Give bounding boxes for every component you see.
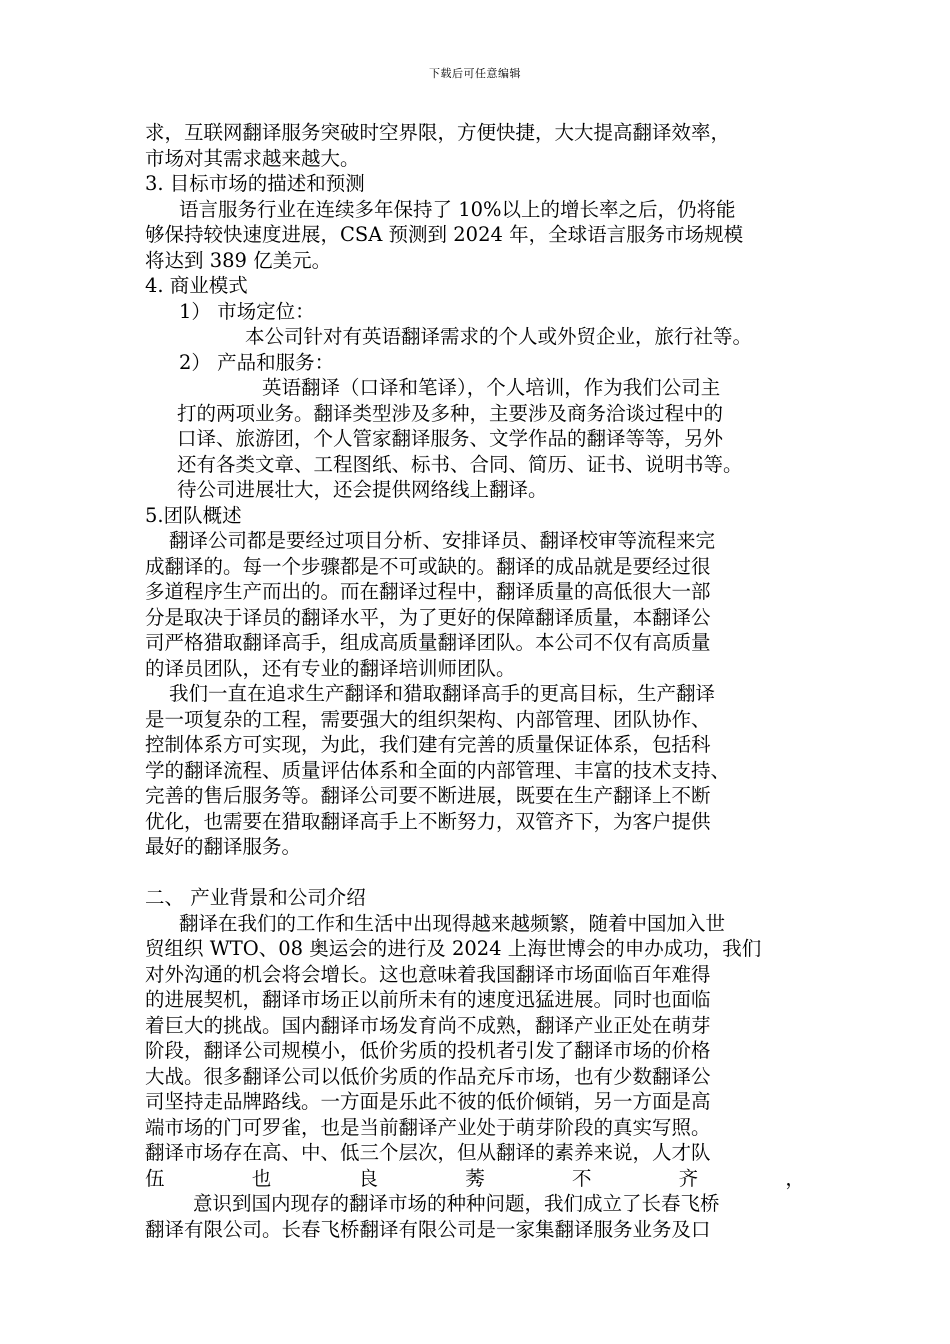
justified-char: ， <box>785 1166 805 1190</box>
text-line: 5.团队概述 <box>145 503 242 527</box>
justified-text-line <box>145 1166 805 1192</box>
text-line: 意识到国内现存的翻译市场的种种问题，我们成立了长春飞桥 <box>193 1192 720 1215</box>
text-line: 还有各类文章、工程图纸、标书、合同、简历、证书、说明书等。 <box>177 452 743 476</box>
text-line: 完善的售后服务等。翻译公司要不断进展，既要在生产翻译上不断 <box>145 784 711 807</box>
blank-line <box>145 860 810 886</box>
text-line: 我们一直在追求生产翻译和猎取翻译高手的更高目标，生产翻译 <box>169 682 716 705</box>
page-header: 下载后可任意编辑 <box>429 67 521 80</box>
text-line: 2） 产品和服务： <box>179 350 335 374</box>
text-line: 口译、旅游团，个人管家翻译服务、文学作品的翻译等等，另外 <box>177 427 724 450</box>
justified-char: 良 <box>358 1166 378 1190</box>
text-line: 优化，也需要在猎取翻译高手上不断努力，双管齐下，为客户提供 <box>145 809 711 833</box>
text-line: 司坚持走品牌路线。一方面是乐此不彼的低价倾销，另一方面是高 <box>145 1090 711 1113</box>
text-line: 4. 商业模式 <box>145 274 248 297</box>
justified-char: 齐 <box>678 1166 699 1190</box>
text-line: 翻译在我们的工作和生活中出现得越来越频繁，随着中国加入世 <box>179 911 726 935</box>
text-line: 翻译市场存在高、中、低三个层次，但从翻译的素养来说，人才队 <box>145 1141 711 1164</box>
text-line: 翻译有限公司。长春飞桥翻译有限公司是一家集翻译服务业务及口 <box>145 1217 711 1241</box>
text-line: 控制体系方可实现，为此，我们建有完善的质量保证体系，包括科 <box>145 733 711 756</box>
text-line: 够保持较快速度进展，CSA 预测到 2024 年，全球语言服务市场规模 <box>145 223 744 246</box>
text-line: 本公司针对有英语翻译需求的个人或外贸企业，旅行社等。 <box>245 325 753 348</box>
text-line: 的译员团队，还有专业的翻译培训师团队。 <box>145 656 516 680</box>
text-line: 3. 目标市场的描述和预测 <box>145 172 365 195</box>
text-line: 语言服务行业在连续多年保持了 10%以上的增长率之后，仍将能 <box>179 197 736 221</box>
text-line: 最好的翻译服务。 <box>145 835 302 858</box>
text-line: 英语翻译（口译和笔译），个人培训，作为我们公司主 <box>262 376 721 399</box>
text-line: 二、 产业背景和公司介绍 <box>145 886 366 909</box>
justified-char: 不 <box>571 1166 592 1190</box>
text-line: 阶段，翻译公司规模小，低价劣质的投机者引发了翻译市场的价格 <box>145 1039 711 1062</box>
text-line: 贸组织 WTO、08 奥运会的进行及 2024 上海世博会的申办成功，我们 <box>145 937 762 960</box>
text-line: 大战。很多翻译公司以低价劣质的作品充斥市场，也有少数翻译公 <box>145 1064 711 1088</box>
text-line: 将达到 389 亿美元。 <box>145 248 332 272</box>
text-line: 司严格猎取翻译高手，组成高质量翻译团队。本公司不仅有高质量 <box>145 631 711 654</box>
justified-char: 也 <box>251 1166 272 1190</box>
text-line: 多道程序生产而出的。而在翻译过程中，翻译质量的高低很大一部 <box>145 580 711 603</box>
text-line: 求，互联网翻译服务突破时空界限，方便快捷，大大提高翻译效率， <box>145 121 731 144</box>
text-line: 着巨大的挑战。国内翻译市场发育尚不成熟，翻译产业正处在萌芽 <box>145 1013 711 1037</box>
text-line: 是一项复杂的工程，需要强大的组织架构、内部管理、团队协作、 <box>145 707 711 731</box>
text-line: 端市场的门可罗雀，也是当前翻译产业处于萌芽阶段的真实写照。 <box>145 1115 711 1139</box>
justified-char: 莠 <box>465 1166 485 1190</box>
justified-char: 伍 <box>145 1166 165 1190</box>
text-line: 对外沟通的机会将会增长。这也意味着我国翻译市场面临百年难得 <box>145 962 711 986</box>
text-line: 待公司进展壮大，还会提供网络线上翻译。 <box>177 478 548 501</box>
text-line: 市场对其需求越来越大。 <box>145 146 360 170</box>
text-line: 的进展契机，翻译市场正以前所未有的速度迅猛进展。同时也面临 <box>145 988 711 1011</box>
text-line: 打的两项业务。翻译类型涉及多种，主要涉及商务洽谈过程中的 <box>177 401 724 425</box>
text-line: 1） 市场定位： <box>179 299 315 323</box>
text-line: 成翻译的。每一个步骤都是不可或缺的。翻译的成品就是要经过很 <box>145 554 711 578</box>
text-line: 翻译公司都是要经过项目分析、安排译员、翻译校审等流程来完 <box>169 529 716 552</box>
text-line: 学的翻译流程、质量评估体系和全面的内部管理、丰富的技术支持、 <box>145 758 731 782</box>
document-body <box>145 120 810 1242</box>
text-line: 分是取决于译员的翻译水平，为了更好的保障翻译质量，本翻译公 <box>145 605 711 629</box>
